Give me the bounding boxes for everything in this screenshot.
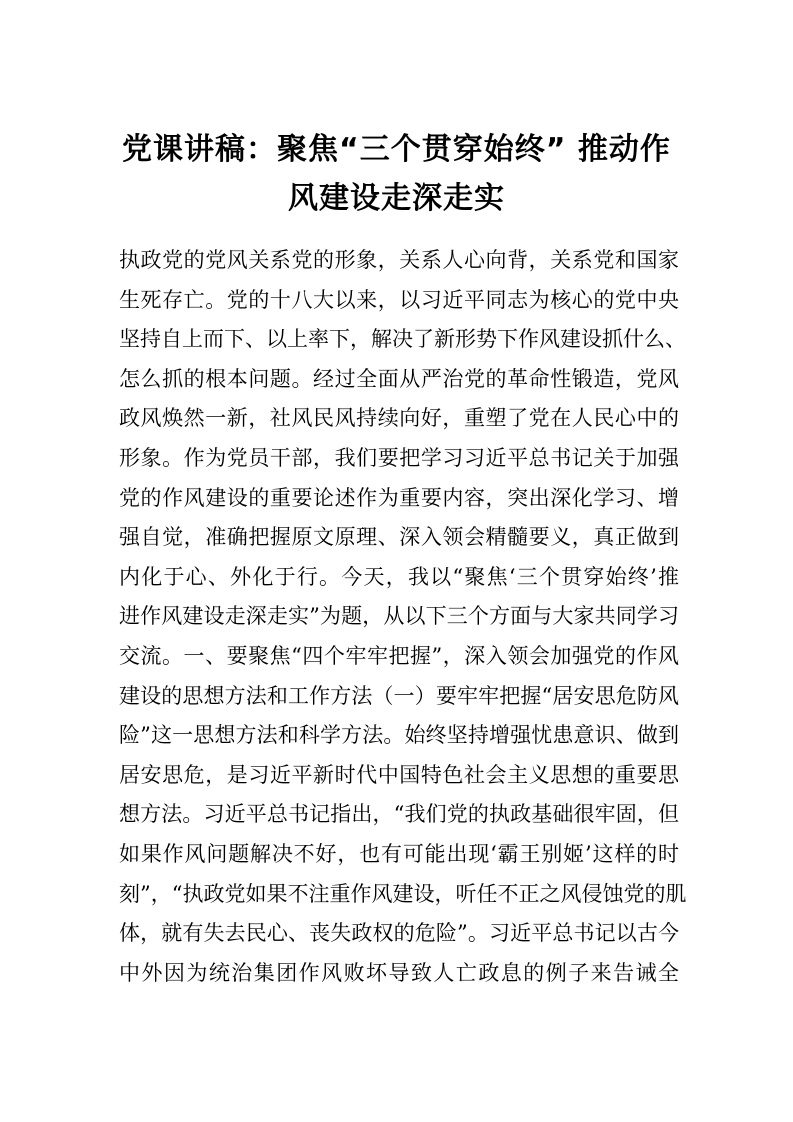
body-line: 如果作风问题解决不好，也有可能出现‘霸王别姬’这样的时: [119, 841, 679, 866]
document-title-line-1: 党课讲稿：聚焦“三个贯穿始终” 推动作: [122, 132, 671, 167]
body-line: 险”这一思想方法和科学方法。始终坚持增强忧患意识、做到: [119, 723, 679, 748]
document-title-line-2: 风建设走深走实: [288, 181, 505, 216]
body-line: 政风焕然一新，社风民风持续向好，重塑了党在人民心中的: [119, 406, 679, 431]
body-line: 中外因为统治集团作风败坏导致人亡政息的例子来告诫全: [119, 960, 679, 985]
body-line: 党的作风建设的重要论述作为重要内容，突出深化学习、增: [119, 485, 679, 510]
body-line: 体，就有失去民心、丧失政权的危险”。习近平总书记以古今: [119, 921, 679, 946]
body-line: 内化于心、外化于行。今天，我以“聚焦‘三个贯穿始终’推: [119, 564, 679, 589]
body-line: 进作风建设走深走实”为题，从以下三个方面与大家共同学习: [119, 604, 679, 629]
body-line: 形象。作为党员干部，我们要把学习习近平总书记关于加强: [119, 445, 679, 470]
body-line: 坚持自上而下、以上率下，解决了新形势下作风建设抓什么、: [119, 327, 686, 352]
body-line: 执政党的党风关系党的形象，关系人心向背，关系党和国家: [119, 248, 679, 272]
body-line: 生死存亡。党的十八大以来，以习近平同志为核心的党中央: [119, 287, 679, 312]
body-line: 建设的思想方法和工作方法（一）要牢牢把握“居安思危防风: [119, 683, 679, 708]
body-line: 想方法。习近平总书记指出，“我们党的执政基础很牢固，但: [119, 802, 679, 827]
body-line: 居安思危，是习近平新时代中国特色社会主义思想的重要思: [119, 762, 679, 787]
body-line: 刻”，“执政党如果不注重作风建设，听任不正之风侵蚀党的肌: [119, 881, 687, 906]
document-body: [119, 241, 687, 993]
body-line: 强自觉，准确把握原文原理、深入领会精髓要义，真正做到: [119, 525, 679, 550]
body-line: 交流。一、要聚焦“四个牢牢把握”，深入领会加强党的作风: [119, 643, 679, 668]
body-line: 怎么抓的根本问题。经过全面从严治党的革命性锻造，党风: [119, 366, 679, 391]
